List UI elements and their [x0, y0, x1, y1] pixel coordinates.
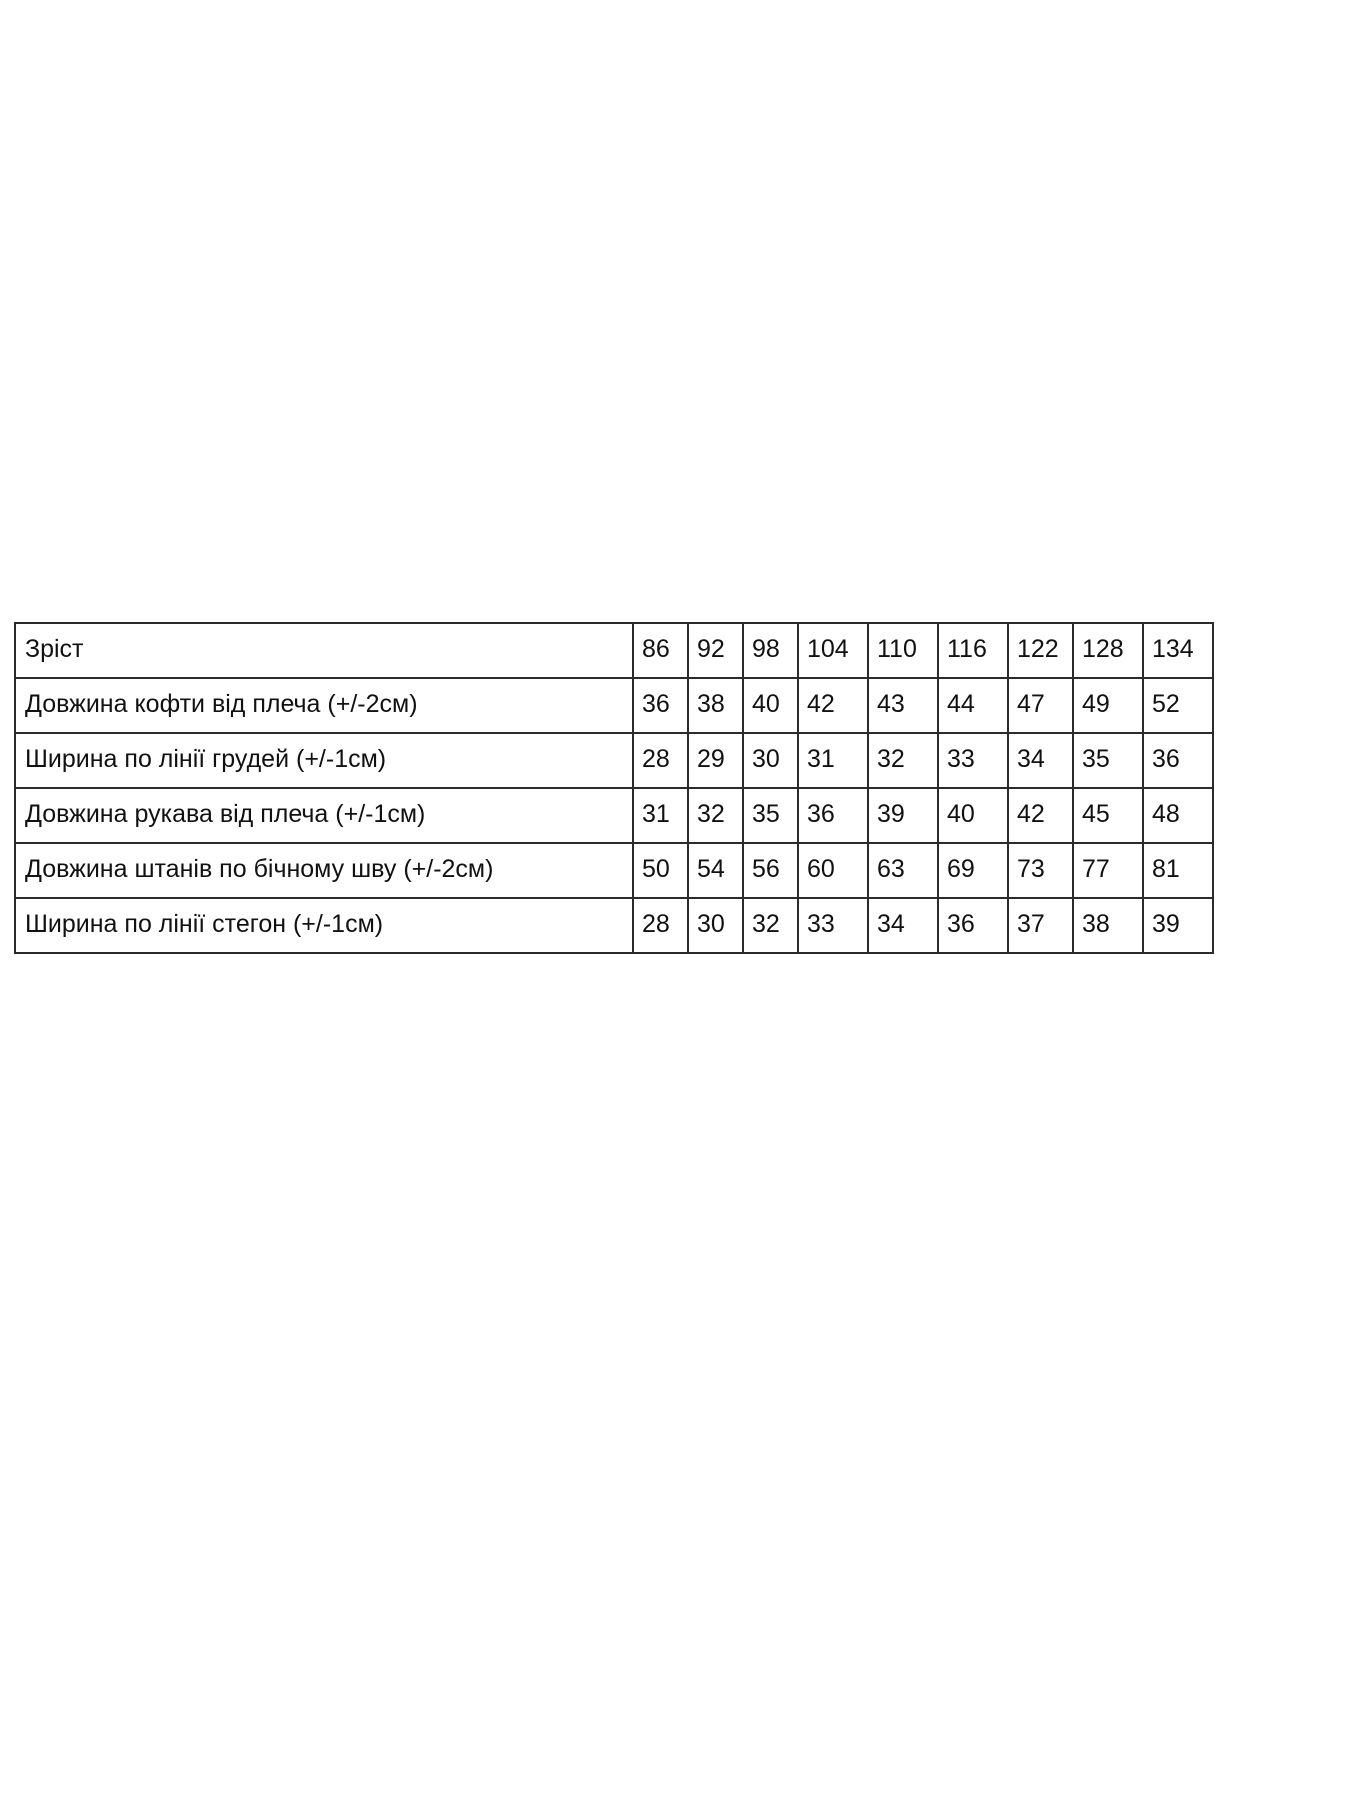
row-value: 36 — [1143, 733, 1213, 788]
row-value: 92 — [688, 623, 743, 678]
row-value: 31 — [798, 733, 868, 788]
row-value: 60 — [798, 843, 868, 898]
row-label: Ширина по лінії стегон (+/-1см) — [15, 898, 633, 953]
row-value: 36 — [633, 678, 688, 733]
row-value: 35 — [743, 788, 798, 843]
row-label: Ширина по лінії грудей (+/-1см) — [15, 733, 633, 788]
row-label: Довжина штанів по бічному шву (+/-2см) — [15, 843, 633, 898]
row-value: 98 — [743, 623, 798, 678]
row-label: Довжина кофти від плеча (+/-2см) — [15, 678, 633, 733]
row-value: 81 — [1143, 843, 1213, 898]
row-label: Зріст — [15, 623, 633, 678]
row-value: 49 — [1073, 678, 1143, 733]
row-value: 69 — [938, 843, 1008, 898]
row-value: 28 — [633, 898, 688, 953]
row-value: 42 — [1008, 788, 1073, 843]
row-value: 38 — [1073, 898, 1143, 953]
row-value: 43 — [868, 678, 938, 733]
row-value: 40 — [743, 678, 798, 733]
row-value: 128 — [1073, 623, 1143, 678]
row-value: 77 — [1073, 843, 1143, 898]
row-value: 47 — [1008, 678, 1073, 733]
row-value: 116 — [938, 623, 1008, 678]
table-row — [15, 788, 1213, 843]
row-value: 32 — [743, 898, 798, 953]
row-value: 48 — [1143, 788, 1213, 843]
row-value: 35 — [1073, 733, 1143, 788]
row-value: 44 — [938, 678, 1008, 733]
row-value: 33 — [938, 733, 1008, 788]
row-value: 32 — [688, 788, 743, 843]
row-value: 54 — [688, 843, 743, 898]
row-value: 32 — [868, 733, 938, 788]
row-value: 39 — [1143, 898, 1213, 953]
table-row — [15, 678, 1213, 733]
size-chart-container — [14, 622, 1194, 954]
row-value: 86 — [633, 623, 688, 678]
row-value: 52 — [1143, 678, 1213, 733]
row-value: 134 — [1143, 623, 1213, 678]
row-value: 34 — [868, 898, 938, 953]
row-value: 122 — [1008, 623, 1073, 678]
row-value: 45 — [1073, 788, 1143, 843]
row-value: 38 — [688, 678, 743, 733]
row-value: 36 — [938, 898, 1008, 953]
row-value: 50 — [633, 843, 688, 898]
row-value: 40 — [938, 788, 1008, 843]
row-value: 104 — [798, 623, 868, 678]
row-value: 36 — [798, 788, 868, 843]
row-value: 63 — [868, 843, 938, 898]
row-value: 31 — [633, 788, 688, 843]
row-value: 28 — [633, 733, 688, 788]
row-value: 73 — [1008, 843, 1073, 898]
table-row — [15, 733, 1213, 788]
row-value: 56 — [743, 843, 798, 898]
size-chart-table — [14, 622, 1214, 954]
row-value: 42 — [798, 678, 868, 733]
row-value: 30 — [743, 733, 798, 788]
row-value: 37 — [1008, 898, 1073, 953]
table-row — [15, 843, 1213, 898]
row-label: Довжина рукава від плеча (+/-1см) — [15, 788, 633, 843]
row-value: 33 — [798, 898, 868, 953]
table-row — [15, 898, 1213, 953]
row-value: 30 — [688, 898, 743, 953]
row-value: 34 — [1008, 733, 1073, 788]
row-value: 110 — [868, 623, 938, 678]
row-value: 29 — [688, 733, 743, 788]
table-row — [15, 623, 1213, 678]
row-value: 39 — [868, 788, 938, 843]
